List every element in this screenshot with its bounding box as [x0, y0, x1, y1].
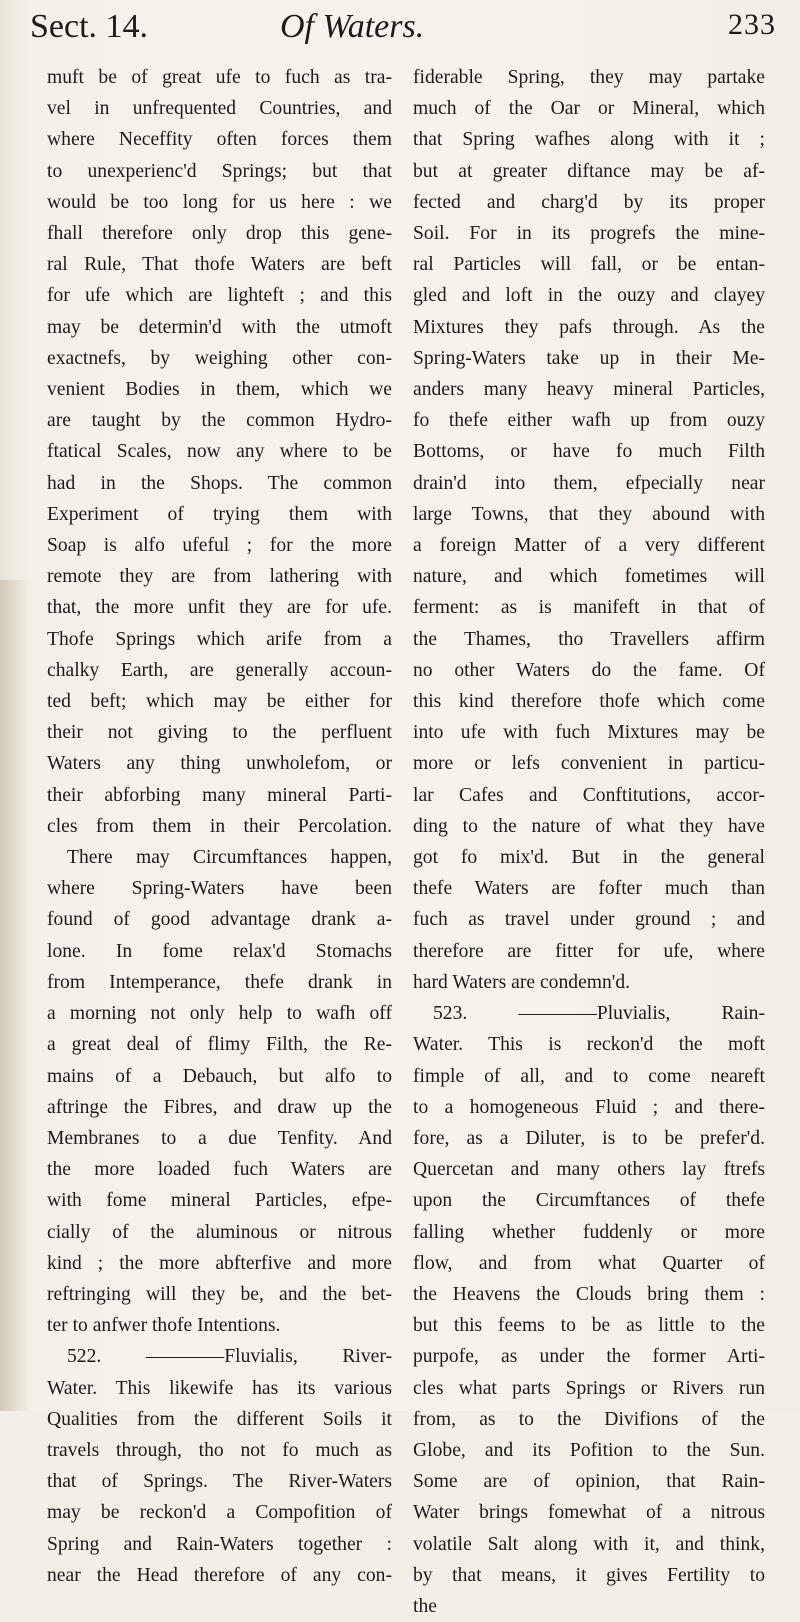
text-line: no other Waters do the fame. Of: [413, 659, 765, 681]
text-line: had in the Shops. The common: [47, 472, 392, 494]
text-line: more or lefs convenient in particu-: [413, 753, 765, 775]
text-line: upon the Circumftances of thefe: [413, 1190, 765, 1212]
text-line: but this feems to be as little to the: [413, 1315, 765, 1337]
text-line: ter to anfwer thofe Intentions.: [47, 1315, 281, 1337]
text-line: Bottoms, or have fo much Filth: [413, 441, 765, 463]
text-line: their abforbing many mineral Parti-: [47, 784, 392, 806]
text-line: venient Bodies in them, which we: [47, 379, 392, 401]
text-line: reftringing will they be, and the bet-: [47, 1283, 392, 1305]
text-line: with fome mineral Particles, efpe-: [47, 1190, 392, 1212]
text-line: 522. ————Fluvialis, River-: [67, 1346, 392, 1368]
text-line: lone. In fome relax'd Stomachs: [47, 940, 392, 962]
text-line: are taught by the common Hydro-: [47, 410, 392, 432]
right-text-column: [413, 62, 765, 1622]
text-line: would be too long for us here : we: [47, 191, 392, 213]
text-line: got fo mix'd. But in the general: [413, 847, 765, 869]
text-line: ted beft; which may be either for: [47, 691, 392, 713]
text-line: Waters any thing unwholefom, or: [47, 753, 392, 775]
text-line: hard Waters are condemn'd.: [413, 971, 631, 993]
text-line: ding to the nature of what they have: [413, 815, 765, 837]
running-header: [30, 8, 790, 60]
text-line: mains of a Debauch, but alfo to: [47, 1065, 392, 1087]
text-line: Thofe Springs which arife from a: [47, 628, 392, 650]
text-line: gled and loft in the ouzy and clayey: [413, 285, 765, 307]
text-line: therefore are fitter for ufe, where: [413, 940, 765, 962]
text-line: Spring and Rain-Waters together :: [47, 1533, 392, 1555]
text-line: fected and charg'd by its proper: [413, 191, 765, 213]
text-line: large Towns, that they abound with: [413, 503, 765, 525]
text-line: Quercetan and many others lay ftrefs: [413, 1159, 765, 1181]
text-line: fore, as a Diluter, is to be prefer'd.: [413, 1127, 765, 1149]
text-line: lar Cafes and Conftitutions, accor-: [413, 784, 765, 806]
text-line: from Intemperance, thefe drank in: [47, 971, 392, 993]
text-line: the Thames, tho Travellers affirm: [413, 628, 765, 650]
text-line: travels through, tho not fo much as: [47, 1439, 392, 1461]
text-line: into ufe with fuch Mixtures may be: [413, 722, 765, 744]
text-line: nature, and which fometimes will: [413, 566, 765, 588]
text-line: fuch as travel under ground ; and: [413, 909, 765, 931]
text-line: Membranes to a due Tenfity. And: [47, 1127, 392, 1149]
text-line: a great deal of flimy Filth, the Re-: [47, 1034, 392, 1056]
text-line: Soil. For in its progrefs the mine-: [413, 223, 765, 245]
text-line: found of good advantage drank a-: [47, 909, 392, 931]
text-line: drain'd into them, efpecially near: [413, 472, 765, 494]
text-line: kind ; the more abfterfive and more: [47, 1252, 392, 1274]
text-line: ftatical Scales, now any where to be: [47, 441, 392, 463]
text-line: the: [413, 1595, 437, 1617]
text-line: ferment: as is manifeft in that of: [413, 597, 765, 619]
text-line: Soap is alfo ufeful ; for the more: [47, 535, 392, 557]
page-binding-shadow: [0, 580, 30, 1411]
text-line: from, as to the Divifions of the: [413, 1408, 765, 1430]
text-line: ral Rule, That thofe Waters are beft: [47, 254, 392, 276]
text-line: purpofe, as under the former Arti-: [413, 1346, 765, 1368]
text-line: Water. This likewife has its various: [47, 1377, 392, 1399]
text-line: thefe Waters are fofter much than: [413, 878, 765, 900]
text-line: where Spring-Waters have been: [47, 878, 392, 900]
text-line: chalky Earth, are generally accoun-: [47, 659, 392, 681]
text-line: the Heavens the Clouds bring them :: [413, 1283, 765, 1305]
text-line: to a homogeneous Fluid ; and there-: [413, 1096, 765, 1118]
text-line: a foreign Matter of a very different: [413, 535, 765, 557]
page-title: Of Waters.: [280, 8, 425, 45]
text-line: Water. This is reckon'd the moft: [413, 1034, 765, 1056]
text-line: Some are of opinion, that Rain-: [413, 1471, 765, 1493]
text-line: fiderable Spring, they may partake: [413, 67, 765, 88]
text-line: There may Circumftances happen,: [67, 847, 392, 869]
text-line: volatile Salt along with it, and think,: [413, 1533, 765, 1555]
text-line: exactnefs, by weighing other con-: [47, 347, 392, 369]
text-line: flow, and from what Quarter of: [413, 1252, 765, 1274]
text-line: Globe, and its Pofition to the Sun.: [413, 1439, 765, 1461]
text-line: cially of the aluminous or nitrous: [47, 1221, 392, 1243]
text-line: cles what parts Springs or Rivers run: [413, 1377, 765, 1399]
text-line: falling whether fuddenly or more: [413, 1221, 765, 1243]
text-line: where Neceffity often forces them: [47, 129, 392, 151]
text-line: Experiment of trying them with: [47, 503, 392, 525]
text-line: may be reckon'd a Compofition of: [47, 1502, 392, 1524]
text-line: much of the Oar or Mineral, which: [413, 98, 765, 120]
text-line: Qualities from the different Soils it: [47, 1408, 392, 1430]
text-line: aftringe the Fibres, and draw up the: [47, 1096, 392, 1118]
left-text-column: [47, 62, 392, 1591]
text-line: remote they are from lathering with: [47, 566, 392, 588]
text-line: muft be of great ufe to fuch as tra-: [47, 67, 392, 88]
text-line: fo thefe either wafh up from ouzy: [413, 410, 765, 432]
text-line: fimple of all, and to come neareft: [413, 1065, 765, 1087]
text-line: that, the more unfit they are for ufe.: [47, 597, 392, 619]
text-line: Spring-Waters take up in their Me-: [413, 347, 765, 369]
text-line: near the Head therefore of any con-: [47, 1564, 392, 1586]
text-line: anders many heavy mineral Particles,: [413, 379, 765, 401]
text-line: that of Springs. The River-Waters: [47, 1471, 392, 1493]
text-line: but at greater diftance may be af-: [413, 160, 765, 182]
section-heading: Sect. 14.: [30, 8, 149, 45]
text-line: the more loaded fuch Waters are: [47, 1159, 392, 1181]
text-line: 523. ————Pluvialis, Rain-: [433, 1003, 765, 1025]
page-number: 233: [728, 8, 776, 41]
text-line: to unexperienc'd Springs; but that: [47, 160, 392, 182]
text-line: cles from them in their Percolation.: [47, 815, 392, 837]
text-line: may be determin'd with the utmoft: [47, 316, 392, 338]
text-line: for ufe which are lighteft ; and this: [47, 285, 392, 307]
text-line: by that means, it gives Fertility to: [413, 1564, 765, 1586]
text-line: that Spring wafhes along with it ;: [413, 129, 765, 151]
text-line: fhall therefore only drop this gene-: [47, 223, 392, 245]
text-line: ral Particles will fall, or be entan-: [413, 254, 765, 276]
text-line: Mixtures they pafs through. As the: [413, 316, 765, 338]
text-line: vel in unfrequented Countries, and: [47, 98, 392, 120]
text-line: Water brings fomewhat of a nitrous: [413, 1502, 765, 1524]
text-line: their not giving to the perfluent: [47, 722, 392, 744]
text-line: this kind therefore thofe which come: [413, 691, 765, 713]
text-line: a morning not only help to wafh off: [47, 1003, 392, 1025]
